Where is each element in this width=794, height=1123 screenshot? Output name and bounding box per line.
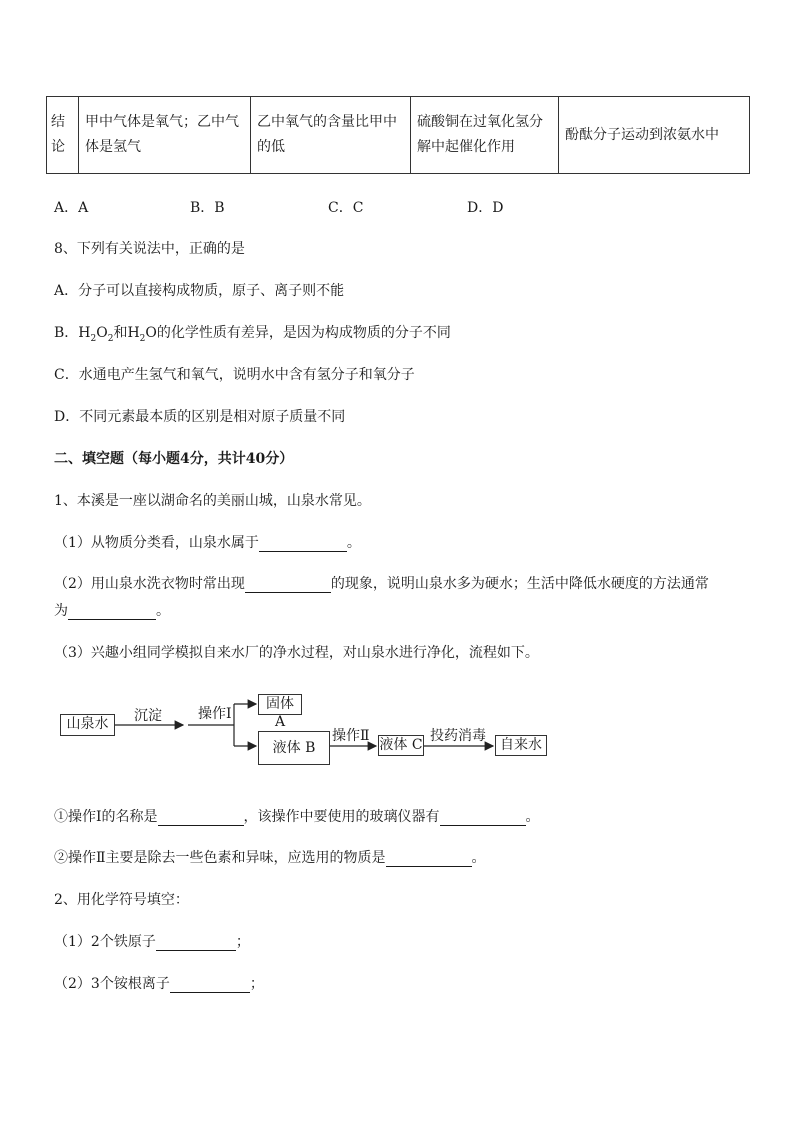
flow-box-liquid-b: 液体 B [258, 731, 330, 765]
answer-blank[interactable] [386, 850, 472, 867]
q2-part2 [54, 973, 264, 993]
q1-part2-text: 的现象，说明山泉水多为硬水；生活中降低水硬度的方法通常 [330, 576, 709, 592]
cell-conclusion-3: 硫酸铜在过氧化氢分解中起催化作用 [411, 97, 559, 174]
q8-b-sub: 2 [107, 333, 114, 344]
q8-b-sub: 2 [139, 333, 146, 344]
q7-option-c: C．C [328, 200, 364, 216]
q1-sub2-text: 。 [471, 850, 486, 866]
row-label-conclusion: 结论 [47, 97, 79, 174]
q2-part1-text: ； [235, 934, 250, 950]
q1-part1-text: 。 [346, 535, 361, 551]
q8-b-text: O [96, 325, 108, 341]
q8-b-sub: 2 [90, 333, 97, 344]
q2-part2-text: ； [249, 976, 264, 992]
q8-b-text: 和H [113, 325, 140, 341]
q1-part2-text: 为 [54, 603, 68, 619]
flow-label-op2: 操作Ⅱ [332, 728, 370, 744]
flow-label-disinfect: 投药消毒 [430, 728, 486, 744]
q1-stem: 1、本溪是一座以湖命名的美丽山城，山泉水常见。 [54, 493, 371, 509]
q1-sub1-text: 。 [525, 809, 540, 825]
cell-conclusion-1: 甲中气体是氧气；乙中气体是氢气 [79, 97, 251, 174]
q1-part2-text: 。 [156, 603, 170, 619]
q2-part1-text: （1）2个铁原子 [54, 934, 156, 950]
flow-box-liquid-c: 液体 C [378, 735, 424, 756]
q1-sub1-text: ，该操作中要使用的玻璃仪器有 [243, 809, 440, 825]
q1-part1-text: （1）从物质分类看，山泉水属于 [54, 535, 259, 551]
flow-box-solid-a: 固体 A [258, 694, 302, 715]
q8-b-text: B．H [54, 325, 91, 341]
answer-blank[interactable] [440, 809, 526, 826]
flow-label-op1: 操作Ⅰ [198, 706, 232, 722]
q7-option-b: B．B [190, 200, 225, 216]
q8-b-text: O的化学性质有差异，是因为构成物质的分子不同 [145, 325, 451, 341]
answer-blank[interactable] [170, 976, 250, 993]
q8-option-c: C．水通电产生氢气和氧气，说明水中含有氢分子和氧分子 [54, 367, 415, 383]
q1-sub1-text: ①操作Ⅰ的名称是 [54, 809, 158, 825]
q2-stem: 2、用化学符号填空： [54, 892, 189, 908]
cell-conclusion-2: 乙中氧气的含量比甲中的低 [251, 97, 411, 174]
flow-box-spring-water: 山泉水 [60, 714, 115, 736]
flow-label-sediment: 沉淀 [134, 708, 162, 724]
cell-conclusion-4: 酚酞分子运动到浓氨水中 [559, 97, 750, 174]
flow-box-tap-water: 自来水 [495, 735, 547, 756]
q2-part2-text: （2）3个铵根离子 [54, 976, 170, 992]
q1-sub2-text: ②操作Ⅱ主要是除去一些色素和异味，应选用的物质是 [54, 850, 386, 866]
q8-stem: 8、下列有关说法中，正确的是 [54, 241, 245, 257]
q1-part2-text: （2）用山泉水洗衣物时常出现 [54, 576, 245, 592]
q1-sub1 [54, 806, 540, 826]
section-heading-text: 二、填空题（每小题4分，共计40分） [54, 451, 294, 467]
q7-option-a: A．A [54, 200, 89, 216]
q8-option-a: A．分子可以直接构成物质，原子、离子则不能 [54, 283, 345, 299]
answer-blank[interactable] [156, 934, 236, 951]
answer-blank[interactable] [158, 809, 244, 826]
q2-part1 [54, 931, 250, 951]
q1-part3: （3）兴趣小组同学模拟自来水厂的净水过程，对山泉水进行净化，流程如下。 [54, 645, 539, 661]
q8-option-d: D．不同元素最本质的区别是相对原子质量不同 [54, 409, 346, 425]
q7-option-d: D．D [467, 200, 504, 216]
q1-sub2 [54, 847, 486, 867]
